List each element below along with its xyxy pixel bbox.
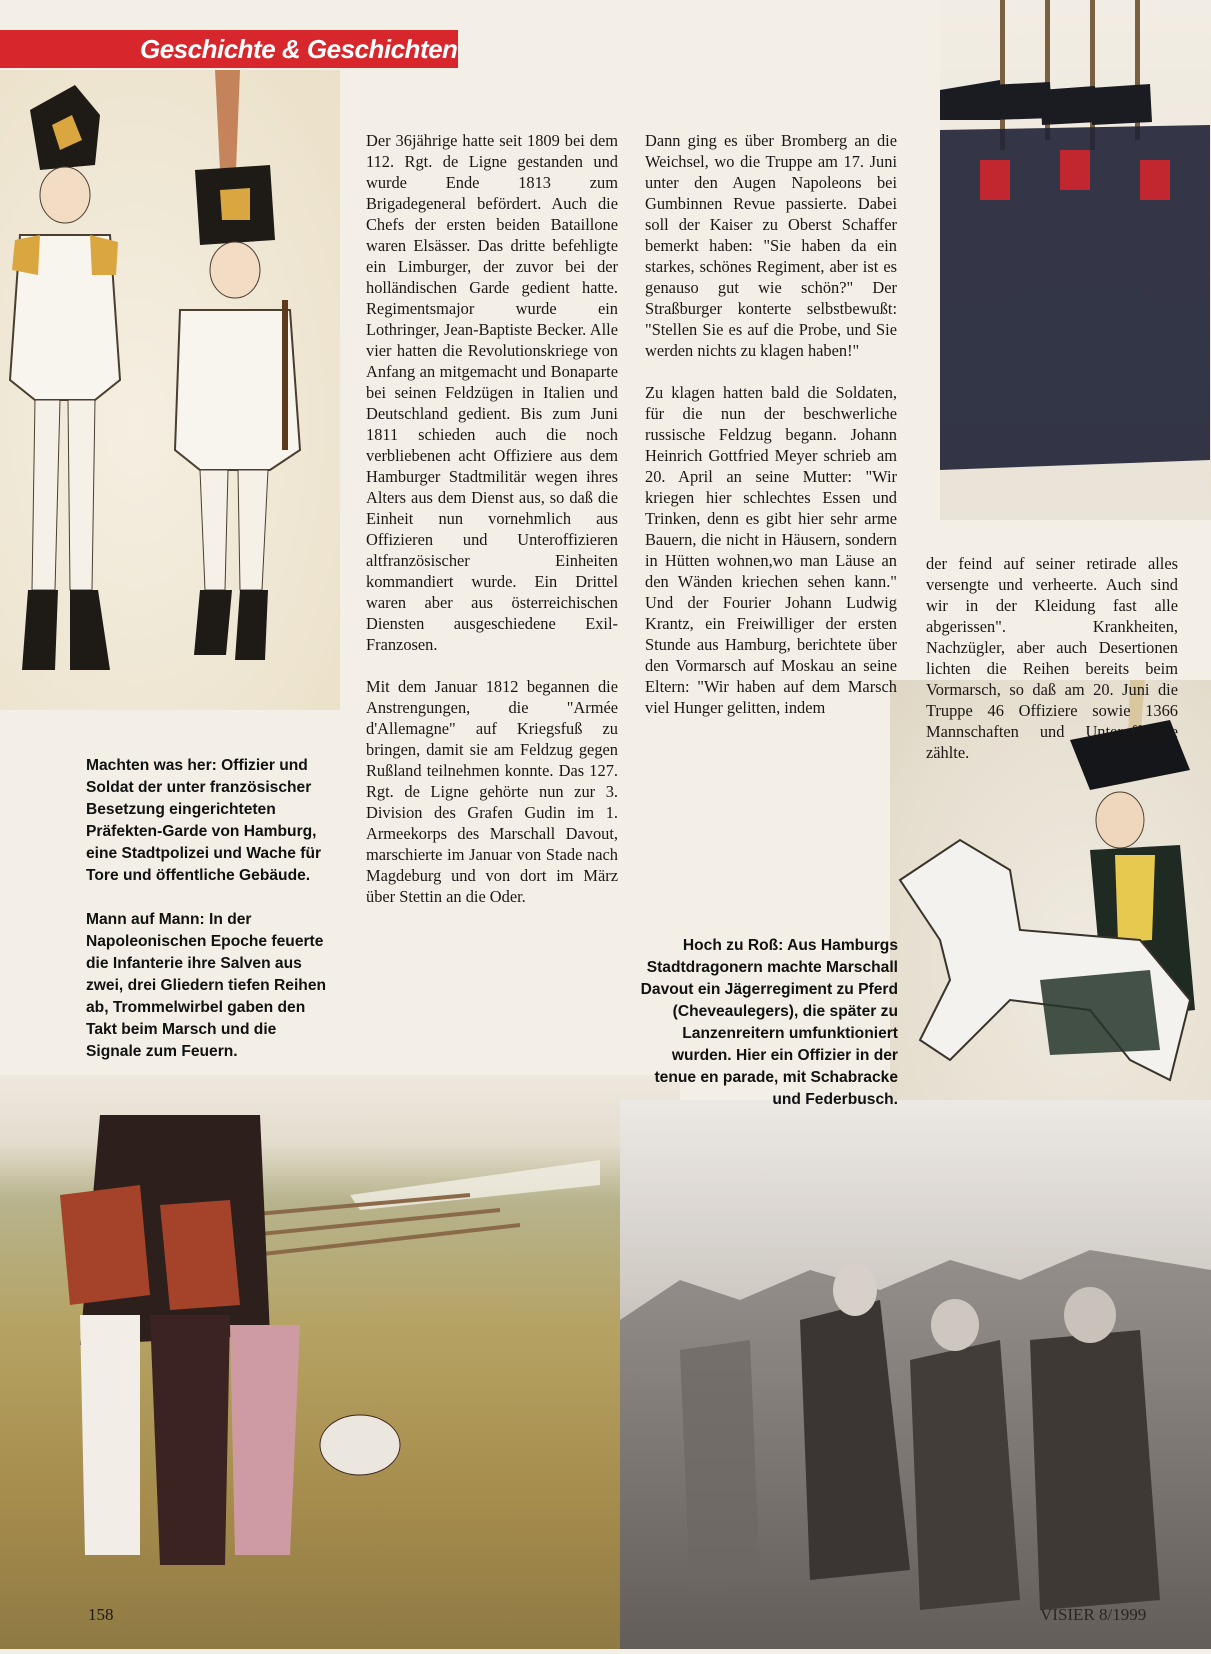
caption-dragoon: Hoch zu Roß: Aus Hamburgs Stadtdragonern machte Marschall Davout ein Jägerregiment zu Pferd (Cheveaulegers), die später zu Lanzenreitern umfunktioniert wurden. Hier ein Offizier in der tenue en parade, mit Schabracke und Federbusch. bbox=[640, 937, 898, 1108]
infantry-march-figures bbox=[940, 0, 1211, 520]
illustration-prefect-guard bbox=[0, 70, 340, 710]
prefect-guard-figures bbox=[0, 70, 340, 710]
page-number: 158 bbox=[88, 1605, 114, 1624]
article-paragraph: Zu klagen hatten bald die Soldaten, für die nun der beschwerliche russische Feldzug begann. Johann Heinrich Gottfried Meyer schrieb am 20. April an seine Mutter: "Wir kriegen hier schlechtes Essen und Trinken, denn es gibt hier sehr arme Bauern, die nicht in Häusern, sondern in Hütten wohnen,wo man Läuse an den Wänden kriechen sehen kann." Und der Fourier Johann Ludwig Krantz, ein Freiwilliger der ersten Stunde aus Hamburg, berichtete über den Vormarsch auf Moskau an seine Eltern: "Wir haben auf dem Marsch viel Hunger gelitten, indem bbox=[645, 383, 897, 717]
section-title: Geschichte & Geschichten bbox=[140, 34, 458, 64]
illustration-infantry-volley bbox=[0, 1075, 680, 1649]
issue-label: VISIER 8/1999 bbox=[1040, 1605, 1147, 1624]
article-column-2 bbox=[645, 130, 897, 718]
article-column-3 bbox=[926, 553, 1178, 763]
article-paragraph: Dann ging es über Bromberg an die Weichsel, wo die Truppe am 17. Juni unter den Augen Napoleons bei Gumbinnen Revue passierte. Dabei soll der Kaiser zu Oberst Schaffer bemerkt haben: "Sie haben da ein starkes, schönes Regiment, aber ist es genauso gut wie schön?" Der Straßburger konterte selbstbewußt: "Stellen Sie es auf die Probe, und Sie werden nichts zu klagen haben!" bbox=[645, 131, 897, 360]
caption-infantry-volley: Mann auf Mann: In der Napoleonischen Epoche feuerte die Infanterie ihre Salven aus zwei, drei Gliedern tiefen Reihen ab, Trommelwirbel gaben den Takt beim Marsch und die Signale zum Feuern. bbox=[86, 911, 327, 1060]
infantry-volley-scene bbox=[0, 1075, 680, 1649]
article-paragraph: der feind auf seiner retirade alles versengte und verheerte. Auch sind wir in der Kleidung fast alle abgerissen". Krankheiten, Nachzügler, aber auch Desertionen lichten die Reihen bereits beim Vormarsch, so daß am 20. Juni die Truppe 46 Offiziere sowie 1366 Mannschaften und Unteroffiziere zählte. bbox=[926, 554, 1178, 762]
article-paragraph: Der 36jährige hatte seit 1809 bei dem 112. Rgt. de Ligne gestanden und wurde Ende 1813 zum Brigadegeneral befördert. Auch die Chefs der ersten beiden Bataillone waren Elsässer. Das dritte befehligte ein Limburger, der zuvor bei der holländischen Garde gedient hatte. Regimentsmajor wurde ein Lothringer, Jean-Baptiste Becker. Alle vier hatten die Revolutionskriege von Anfang an mitgemacht und Bonaparte bei seinen Feldzügen in Italien und Deutschland gedient. Bis zum Juni 1811 schieden auch die noch verbliebenen acht Offiziere aus dem Hamburger Stadtmilitär wegen ihres Alters aus dem Dienst aus, so daß die Einheit nun vornehmlich aus Offizieren und Unteroffizieren altfranzösischer Einheiten kommandiert wurde. Ein Drittel waren aber aus österreichischen Diensten ausgeschiedene Exil-Franzosen. bbox=[366, 131, 618, 654]
illustration-winter-retreat bbox=[620, 1100, 1211, 1649]
caption-prefect-guard: Machten was her: Offizier und Soldat der unter französischer Besetzung eingerichteten Präfekten-Garde von Hamburg, eine Stadtpolizei und Wache für Tore und öffentliche Gebäude. bbox=[86, 757, 322, 884]
winter-retreat-scene bbox=[620, 1100, 1211, 1649]
caption-left bbox=[86, 755, 336, 1063]
article-paragraph: Mit dem Januar 1812 begannen die Anstrengungen, die "Armée d'Allemagne" auf Kriegsfuß zu bringen, damit sie am Feldzug gegen Rußland teilnehmen konnte. Das 127. Rgt. de Ligne gehörte nun zur 3. Division des Grafen Gudin im 1. Armeekorps des Marschall Davout, marschierte im Januar von Stade nach Magdeburg und von dort im März über Stettin an die Oder. bbox=[366, 677, 618, 906]
illustration-infantry-march bbox=[940, 0, 1211, 520]
article-column-1 bbox=[366, 130, 618, 907]
